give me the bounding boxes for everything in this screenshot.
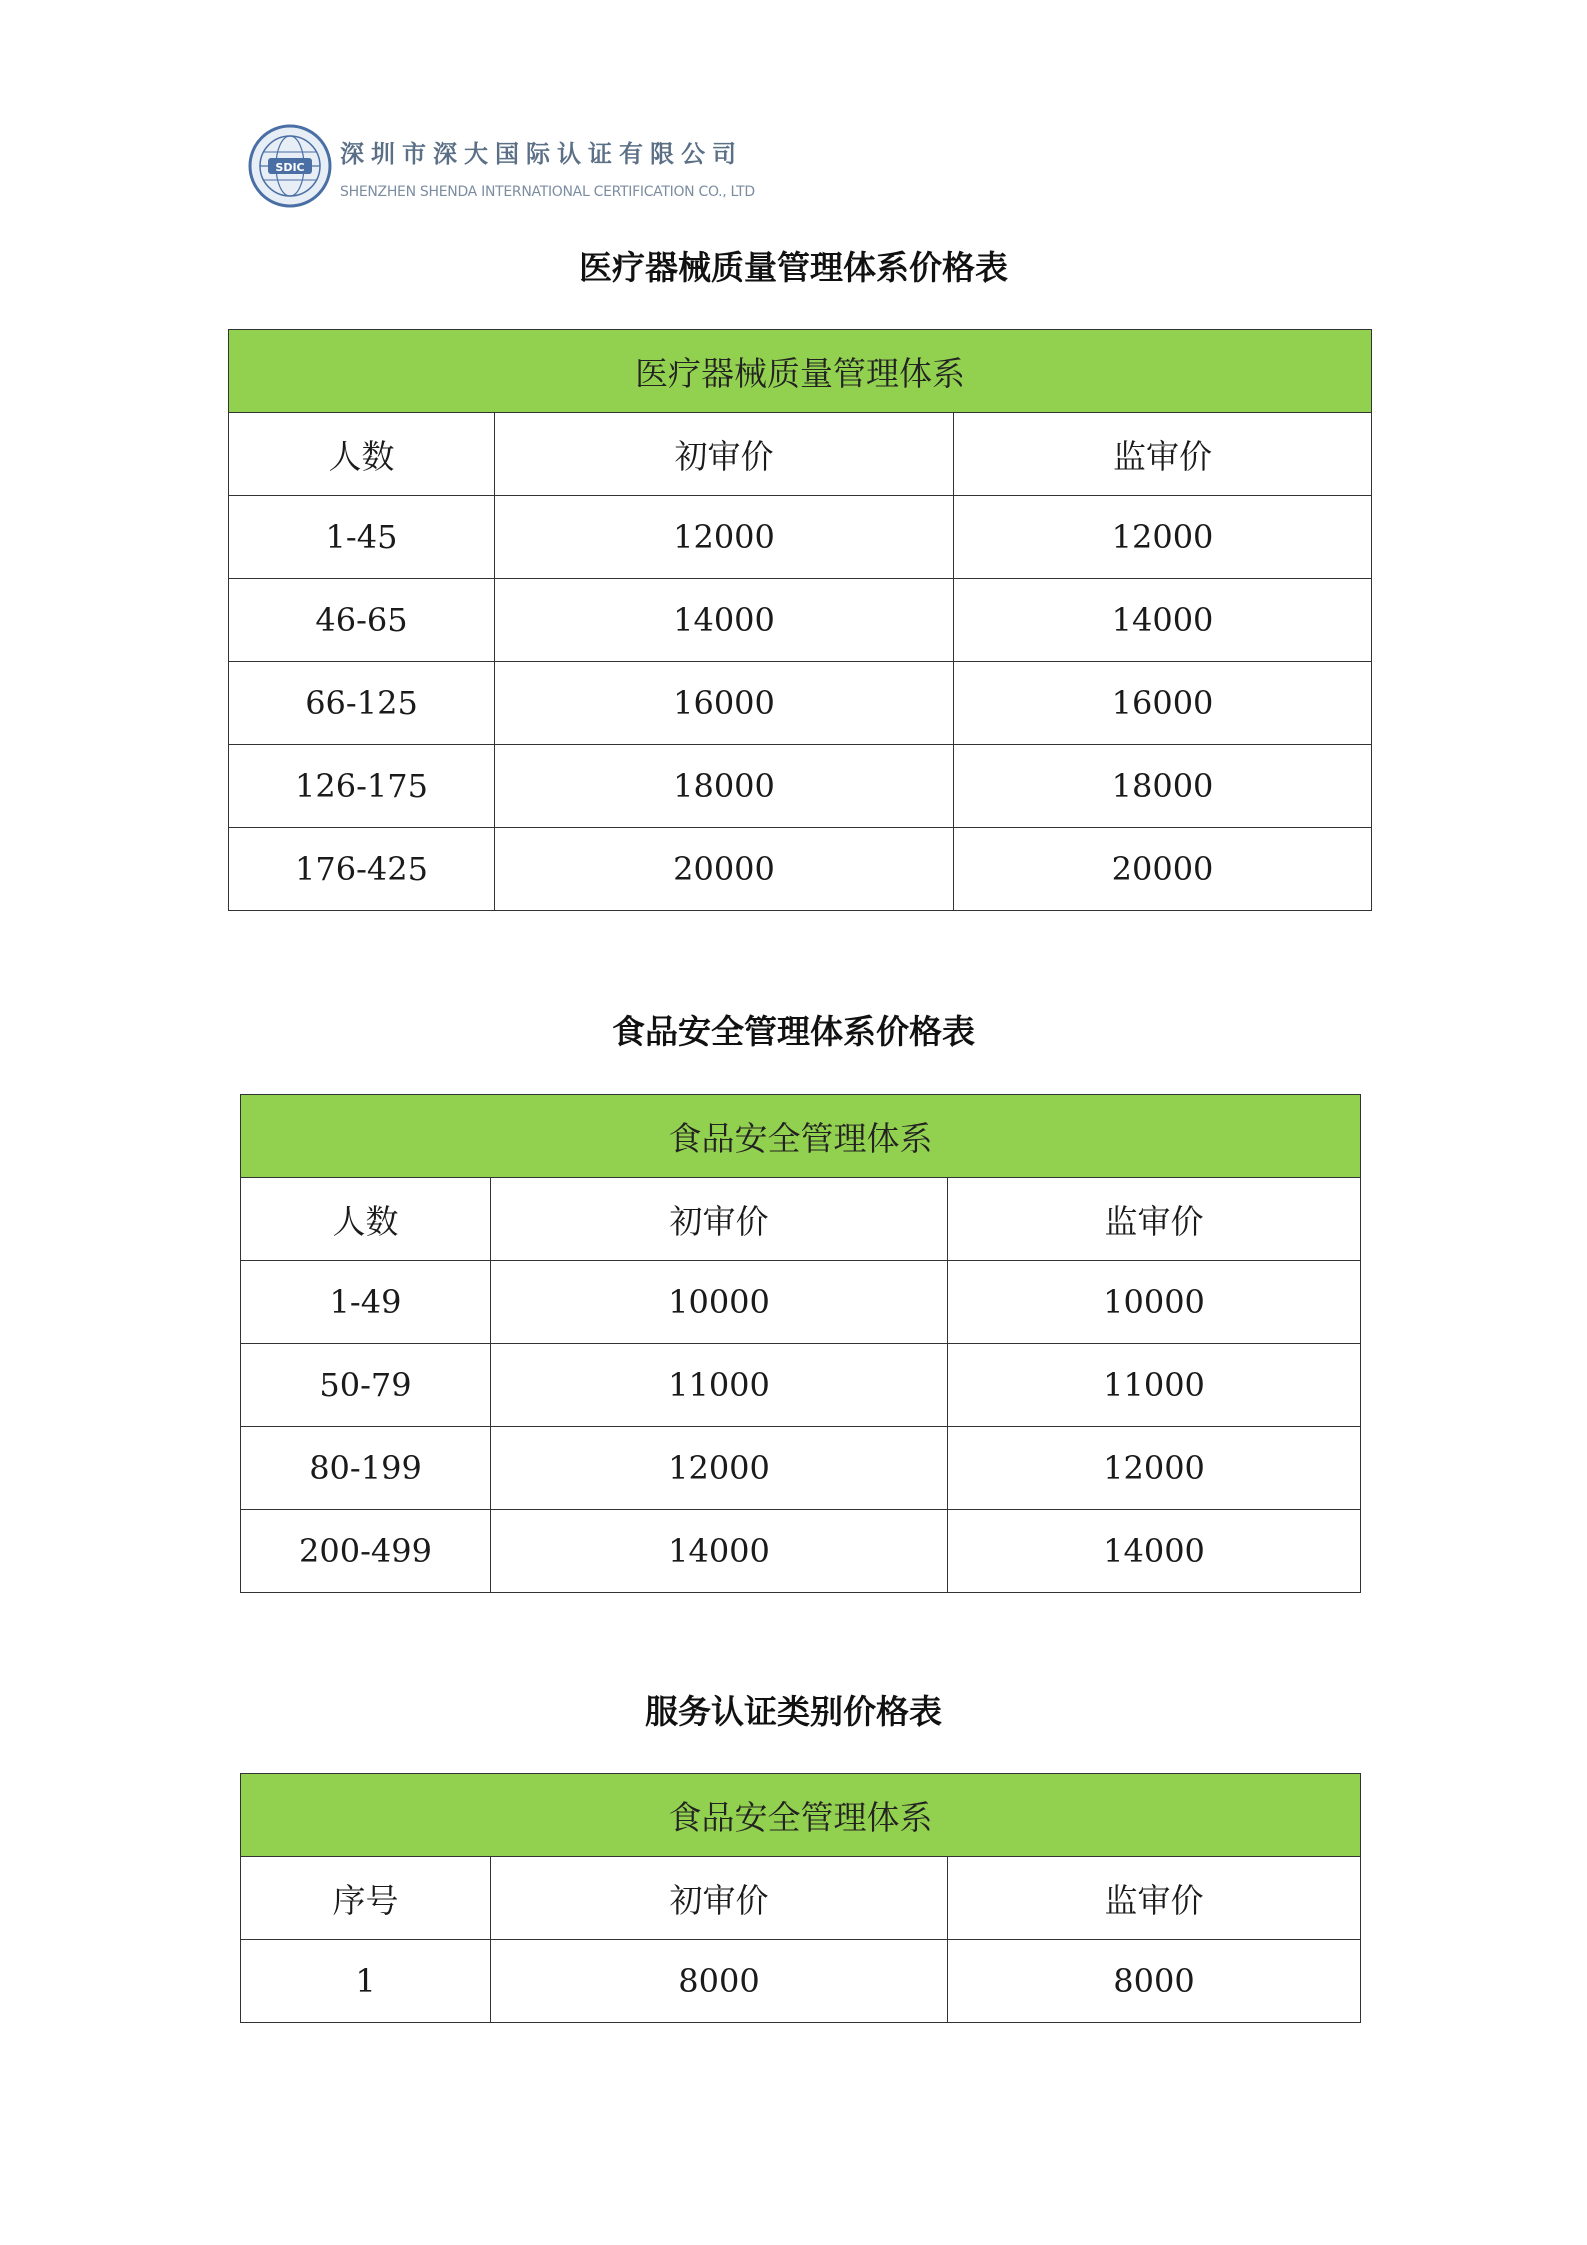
- cell-headcount: 80-199: [241, 1427, 491, 1510]
- company-name-en: SHENZHEN SHENDA INTERNATIONAL CERTIFICATION CO., LTD: [340, 184, 755, 200]
- cell-headcount: 66-125: [229, 662, 495, 745]
- table-row: [241, 1261, 1361, 1344]
- cell-initial-price: 11000: [491, 1344, 948, 1427]
- column-header: 监审价: [948, 1178, 1361, 1261]
- cell-surveillance-price: 12000: [948, 1427, 1361, 1510]
- table-row: [241, 1940, 1361, 2023]
- cell-headcount: 1-45: [229, 496, 495, 579]
- column-header: 初审价: [491, 1178, 948, 1261]
- price-table-service: [240, 1773, 1361, 2023]
- cell-initial-price: 20000: [495, 828, 954, 911]
- company-header: [248, 124, 848, 210]
- column-header: 人数: [229, 413, 495, 496]
- cell-initial-price: 14000: [491, 1510, 948, 1593]
- table-header: 食品安全管理体系: [241, 1095, 1361, 1178]
- table-row: [229, 496, 1372, 579]
- cell-headcount: 200-499: [241, 1510, 491, 1593]
- table-row: [229, 579, 1372, 662]
- table-3-title: 服务认证类别价格表: [645, 1692, 942, 1731]
- company-name-cn: 深圳市深大国际认证有限公司: [340, 140, 743, 168]
- column-header: 监审价: [948, 1857, 1361, 1940]
- cell-initial-price: 14000: [495, 579, 954, 662]
- cell-initial-price: 8000: [491, 1940, 948, 2023]
- company-logo: [248, 124, 332, 208]
- cell-initial-price: 12000: [491, 1427, 948, 1510]
- cell-headcount: 176-425: [229, 828, 495, 911]
- column-header: 监审价: [954, 413, 1372, 496]
- cell-initial-price: 10000: [491, 1261, 948, 1344]
- table-2-title: 食品安全管理体系价格表: [612, 1012, 975, 1051]
- cell-initial-price: 12000: [495, 496, 954, 579]
- price-table-food-safety: [240, 1094, 1361, 1593]
- logo-text: SDIC: [275, 161, 305, 174]
- column-header: 初审价: [491, 1857, 948, 1940]
- table-row: [229, 828, 1372, 911]
- table-row: [229, 662, 1372, 745]
- cell-surveillance-price: 20000: [954, 828, 1372, 911]
- table-header: 医疗器械质量管理体系: [229, 330, 1372, 413]
- column-header: 初审价: [495, 413, 954, 496]
- table-row: [241, 1427, 1361, 1510]
- table-header: 食品安全管理体系: [241, 1774, 1361, 1857]
- table-row: [241, 1344, 1361, 1427]
- cell-surveillance-price: 16000: [954, 662, 1372, 745]
- cell-initial-price: 16000: [495, 662, 954, 745]
- cell-surveillance-price: 11000: [948, 1344, 1361, 1427]
- table-1-title: 医疗器械质量管理体系价格表: [579, 248, 1008, 287]
- cell-headcount: 46-65: [229, 579, 495, 662]
- column-header: 人数: [241, 1178, 491, 1261]
- cell-initial-price: 18000: [495, 745, 954, 828]
- cell-surveillance-price: 14000: [954, 579, 1372, 662]
- cell-surveillance-price: 14000: [948, 1510, 1361, 1593]
- cell-surveillance-price: 12000: [954, 496, 1372, 579]
- cell-surveillance-price: 10000: [948, 1261, 1361, 1344]
- cell-headcount: 1-49: [241, 1261, 491, 1344]
- table-row: [229, 745, 1372, 828]
- cell-surveillance-price: 8000: [948, 1940, 1361, 2023]
- cell-serial-number: 1: [241, 1940, 491, 2023]
- cell-headcount: 126-175: [229, 745, 495, 828]
- table-row: [241, 1510, 1361, 1593]
- cell-headcount: 50-79: [241, 1344, 491, 1427]
- cell-surveillance-price: 18000: [954, 745, 1372, 828]
- column-header: 序号: [241, 1857, 491, 1940]
- price-table-medical: [228, 329, 1372, 911]
